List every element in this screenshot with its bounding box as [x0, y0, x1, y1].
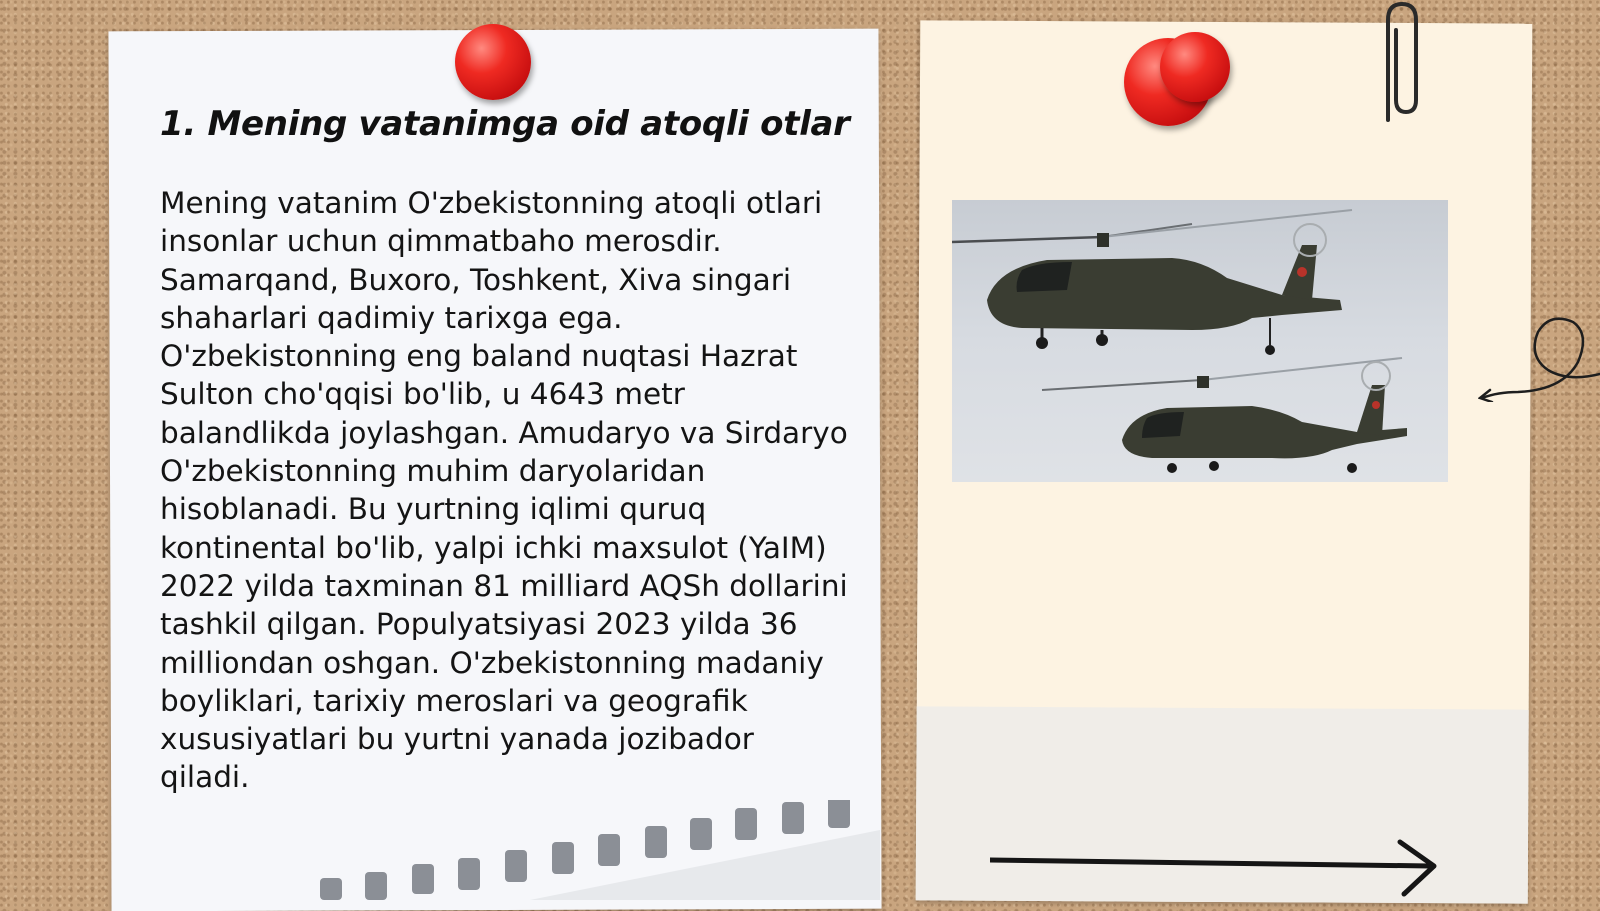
helicopter-icon [952, 210, 1352, 355]
helicopter-photo [952, 200, 1448, 482]
slide-title: 1. Mening vatanimga oid atoqli otlar [160, 104, 850, 144]
arrow-right-icon [990, 838, 1450, 898]
helicopter-icon [1042, 358, 1407, 473]
push-pin-icon [455, 24, 531, 100]
spiral-binding [320, 800, 880, 900]
paper-clip-icon [1378, 0, 1426, 125]
loop-arrow-icon [1478, 312, 1600, 402]
push-pin-icon [1160, 32, 1230, 102]
slide-body-text: Mening vatanim O'zbekistonning atoqli otlari insonlar uchun qimmatbaho merosdir. Samarqand, Buxoro, Toshkent, Xiva singari shaharlari qadimiy tarixga ega. O'zbekistonning eng baland nuqtasi Hazrat Sulton cho'qqisi bo'lib, u 4643 metr balandlikda joylashgan. Amudaryo va Sirdaryo O'zbekistonning muhim daryolaridan hisoblanadi. Bu yurtning iqlimi quruq kontinental bo'lib, yalpi ichki maxsulot (YaIM) 2022 yilda taxminan 81 milliard AQSh dollarini tashkil qilgan. Populyatsiyasi 2023 yilda 36 milliondan oshgan. O'zbekistonning madaniy boyliklari, tarixiy meroslari va geografik xususiyatlari bu yurtni yanada jozibador qiladi. [160, 186, 848, 795]
